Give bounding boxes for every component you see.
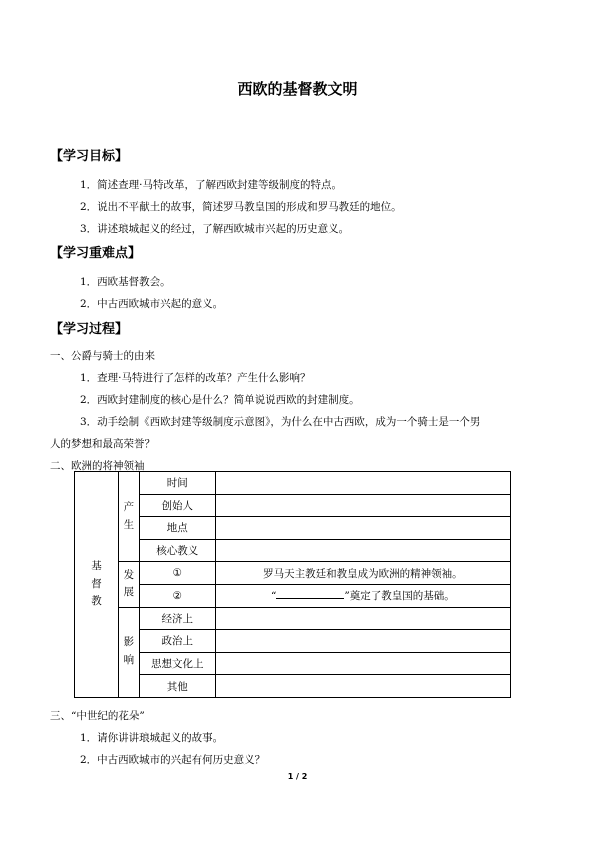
row-label-place: 地点 xyxy=(139,517,215,540)
learning-process-heading: 【学习过程】 xyxy=(50,322,129,337)
page-title: 西欧的基督教文明 xyxy=(237,80,358,98)
goal-item: 2．说出不平献土的故事，简述罗马教皇国的形成和罗马教廷的地位。 xyxy=(80,201,402,213)
page-number: 1 / 2 xyxy=(287,772,308,781)
christianity-table xyxy=(74,471,511,698)
row-label-time: 时间 xyxy=(139,472,215,495)
key-point-item: 1．西欧基督教会。 xyxy=(80,276,171,288)
fill-blank[interactable] xyxy=(276,588,344,599)
key-point-item: 2．中古西欧城市兴起的意义。 xyxy=(80,298,224,310)
impact-group-label: 影响 xyxy=(118,607,139,697)
part3-item: 2．中古西欧城市的兴起有何历史意义？ xyxy=(80,754,266,766)
key-points-heading: 【学习重难点】 xyxy=(50,246,142,261)
table-main-label: 基督教 xyxy=(75,472,119,698)
development-number: ② xyxy=(139,584,215,607)
answer-cell[interactable] xyxy=(215,652,510,675)
part1-item: 2．西欧封建制度的核心是什么？简单说说西欧的封建制度。 xyxy=(80,394,360,406)
row-label-founder: 创始人 xyxy=(139,494,215,517)
row-label-culture: 思想文化上 xyxy=(139,652,215,675)
part3-title: 三、“中世纪的花朵” xyxy=(50,710,145,722)
row-label-core-doctrine: 核心教义 xyxy=(139,539,215,562)
development-group-label: 发展 xyxy=(118,562,139,607)
learning-goals-heading: 【学习目标】 xyxy=(50,149,129,164)
goal-item: 3．讲述琅城起义的经过，了解西欧城市兴起的历史意义。 xyxy=(80,223,350,235)
part1-item: 1．查理·马特进行了怎样的改革？产生什么影响？ xyxy=(80,372,311,384)
part1-title: 一、公爵与骑士的由来 xyxy=(50,350,155,362)
answer-cell[interactable] xyxy=(215,630,510,653)
part3-item: 1．请你讲讲琅城起义的故事。 xyxy=(80,732,224,744)
answer-cell[interactable] xyxy=(215,494,510,517)
development-content: “ ”奠定了教皇国的基础。 xyxy=(215,584,510,607)
row-label-politics: 政治上 xyxy=(139,630,215,653)
part2-title: 二、欧洲的将神领袖 xyxy=(50,460,145,472)
development-number: ① xyxy=(139,562,215,585)
row-label-other: 其他 xyxy=(139,675,215,698)
part1-item-continuation: 人的梦想和最高荣誉？ xyxy=(50,438,155,450)
goal-item: 1．简述查理·马特改革，了解西欧封建等级制度的特点。 xyxy=(80,179,343,191)
answer-cell[interactable] xyxy=(215,472,510,495)
part1-item: 3．动手绘制《西欧封建等级制度示意图》，为什么在中古西欧，成为一个骑士是一个男 xyxy=(80,416,481,428)
origin-group-label: 产生 xyxy=(118,472,139,562)
answer-cell[interactable] xyxy=(215,539,510,562)
row-label-economy: 经济上 xyxy=(139,607,215,630)
answer-cell[interactable] xyxy=(215,517,510,540)
answer-cell[interactable] xyxy=(215,607,510,630)
answer-cell[interactable] xyxy=(215,675,510,698)
development-content: 罗马天主教廷和教皇成为欧洲的精神领袖。 xyxy=(215,562,510,585)
